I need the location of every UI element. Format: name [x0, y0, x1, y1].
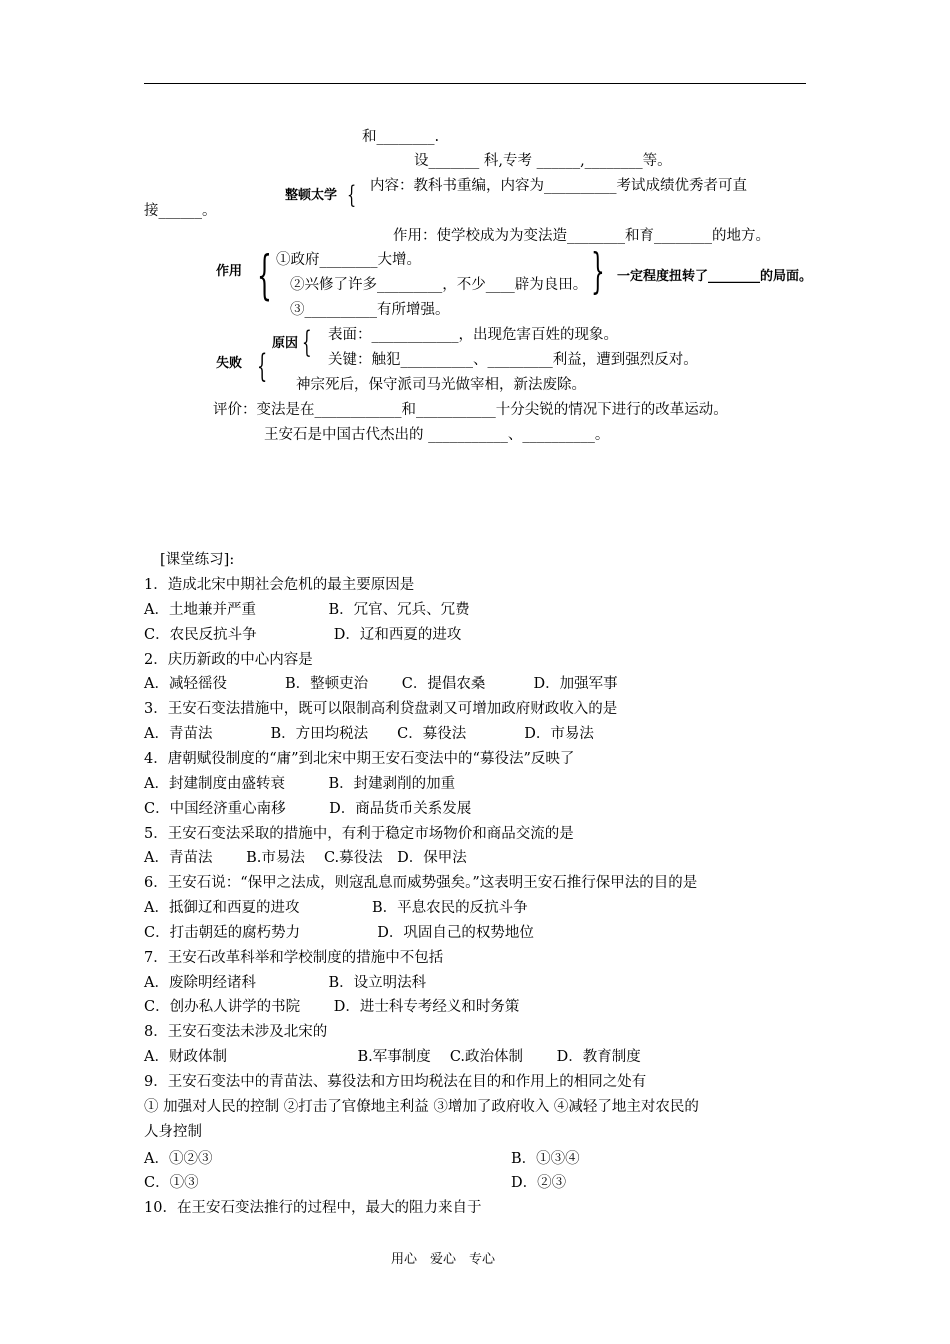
exercise-line: C．农民反抗斗争 D．辽和西夏的进攻 [144, 627, 462, 643]
brace-shibai: { [257, 347, 268, 385]
exercise-line: 1．造成北宋中期社会危机的最主要原因是 [144, 577, 415, 593]
outline-line-12: 评价：变法是在____________和___________十分尖锐的情况下进行的改革运动。 [213, 402, 728, 418]
brace-yuanyin: { [302, 325, 312, 360]
q9-option-c: C．①③ [144, 1175, 199, 1191]
q9-option-a: A．①②③ [144, 1151, 213, 1167]
label-yuanyin: 原因 [272, 336, 299, 351]
outline-line-5: 作用：使学校成为为变法造________和育________的地方。 [393, 228, 770, 244]
outline-line-3: 内容：教科书重编，内容为__________考试成绩优秀者可直 [370, 178, 747, 194]
outline-line-6: ①政府________大增。 [276, 252, 421, 268]
exercise-line: C．中国经济重心南移 D．商品货币关系发展 [144, 801, 472, 817]
exercise-line: ① 加强对人民的控制 ②打击了官僚地主利益 ③增加了政府收入 ④减轻了地主对农民的 [144, 1099, 699, 1115]
exercise-line: 7．王安石改革科举和学校制度的措施中不包括 [144, 950, 444, 966]
outline-line-1: 和________. [362, 129, 440, 145]
exercise-line: 8．王安石变法未涉及北宋的 [144, 1024, 328, 1040]
exercise-line: A．抵御辽和西夏的进攻 B．平息农民的反抗斗争 [144, 900, 528, 916]
exercise-line: A．减轻徭役 B．整顿吏治 C．提倡农桑 D．加强军事 [144, 676, 618, 692]
page-footer: 用心 爱心 专心 [391, 1252, 496, 1267]
exercise-line: A．土地兼并严重 B．冗官、冗兵、冗费 [144, 602, 470, 618]
outline-line-2: 设_______ 科,专考 ______,________等。 [414, 153, 672, 169]
exercise-line: 4．唐朝赋役制度的“庸”到北宋中期王安石变法中的“募役法”反映了 [144, 751, 575, 767]
exercise-line: 6．王安石说：“保甲之法成，则寇乱息而威势强矣。”这表明王安石推行保甲法的目的是 [144, 875, 698, 891]
exercise-line: A．封建制度由盛转衰 B．封建剥削的加重 [144, 776, 456, 792]
q10-stem: 10．在王安石变法推行的过程中，最大的阻力来自于 [144, 1200, 482, 1216]
label-taixue: 整顿太学 [285, 188, 338, 203]
exercise-line: 9．王安石变法中的青苗法、募役法和方田均税法在目的和作用上的相同之处有 [144, 1074, 647, 1090]
exercise-line: A．财政体制 B.军事制度 C.政治体制 D．教育制度 [144, 1049, 641, 1065]
side-note: 一定程度扭转了________的局面。 [617, 269, 813, 284]
exercise-line: C．创办私人讲学的书院 D．进士科专考经义和时务策 [144, 999, 520, 1015]
q9-option-d: D．②③ [511, 1175, 567, 1191]
exercise-line: 5．王安石变法采取的措施中，有利于稳定市场物价和商品交流的是 [144, 826, 574, 842]
exercise-line: 3．王安石变法措施中，既可以限制高利贷盘剥又可增加政府财政收入的是 [144, 701, 618, 717]
outline-line-13: 王安石是中国古代杰出的 ___________、__________。 [264, 427, 610, 443]
label-shibai: 失败 [216, 356, 243, 371]
label-zuoyong: 作用 [216, 264, 243, 279]
outline-line-4: 接______。 [144, 203, 217, 219]
exercise-line: C．打击朝廷的腐朽势力 D．巩固自己的权势地位 [144, 925, 534, 941]
exercise-heading: [课堂练习]: [160, 552, 235, 568]
outline-line-7: ②兴修了许多_________，不少____辟为良田。 [290, 277, 588, 293]
outline-line-10: 关键：触犯__________、_________利益，遭到强烈反对。 [328, 352, 698, 368]
q9-option-b: B．①③④ [511, 1151, 580, 1167]
header-rule [144, 83, 806, 84]
exercise-line: A．青苗法 B．方田均税法 C．募役法 D．市易法 [144, 726, 594, 742]
outline-line-11: 神宗死后，保守派司马光做宰相，新法废除。 [296, 377, 586, 393]
outline-line-8: ③__________有所增强。 [290, 302, 450, 318]
brace-zuoyong: { [257, 246, 272, 306]
exercise-line: A．青苗法 B.市易法 C.募役法 D．保甲法 [144, 850, 467, 866]
exercise-line: 2．庆历新政的中心内容是 [144, 652, 313, 668]
exercise-line: A．废除明经诸科 B．设立明法科 [144, 975, 427, 991]
brace-taixue: { [347, 181, 357, 209]
brace-right-effect: } [591, 243, 605, 299]
outline-line-9: 表面：____________，出现危害百姓的现象。 [328, 327, 618, 343]
exercise-line: 人身控制 [144, 1124, 202, 1140]
